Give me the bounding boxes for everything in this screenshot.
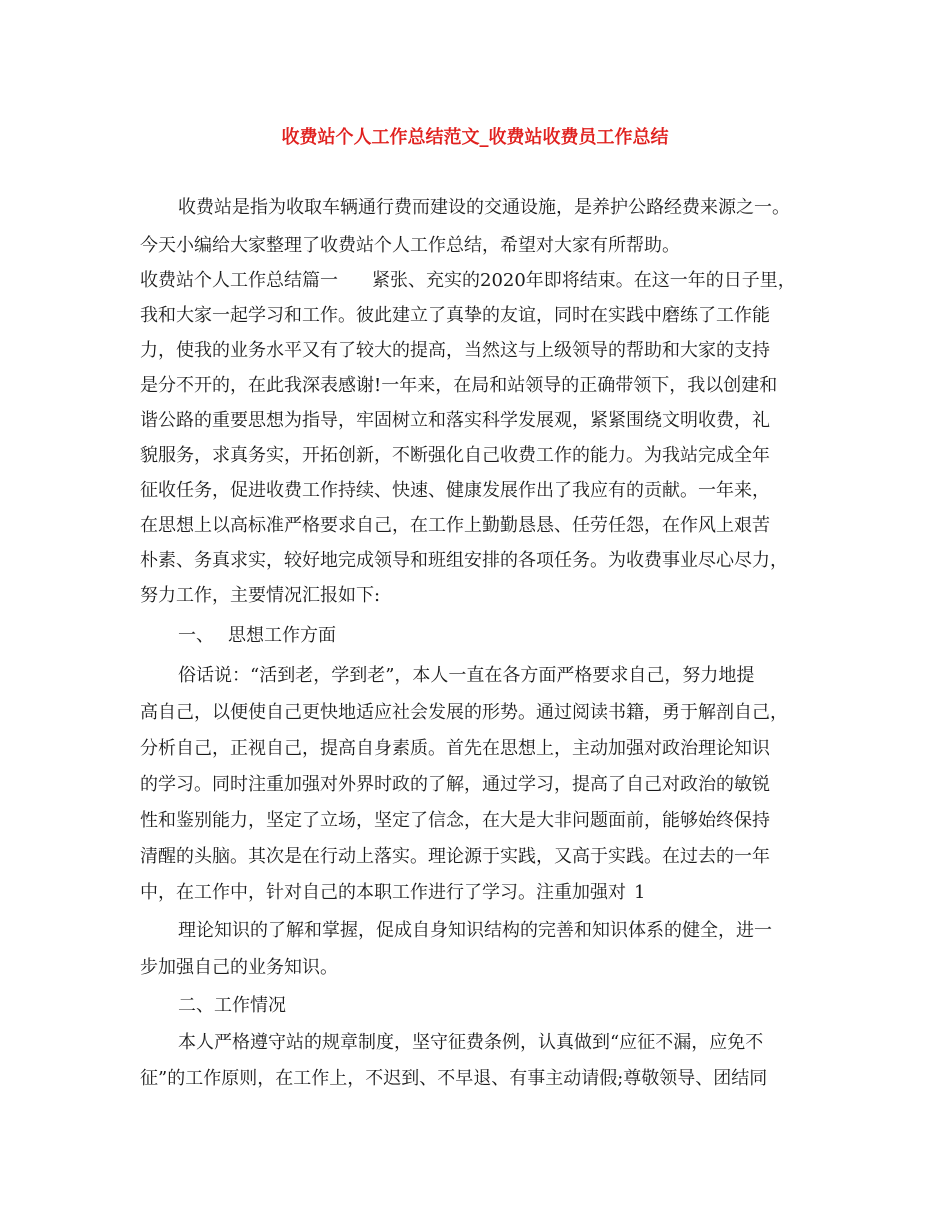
paragraph-text: 紧张、充实的2020年即将结束。在这一年的日子里， bbox=[372, 270, 796, 291]
paragraph-text: 中，在工作中，针对自己的本职工作进行了学习。注重加强对 bbox=[140, 882, 626, 903]
paragraph-line: 我和大家一起学习和工作。彼此建立了真挚的友谊，同时在实践中磨练了工作能 bbox=[140, 305, 770, 326]
paragraph-line: 谐公路的重要思想为指导，牢固树立和落实科学发展观，紧紧围绕文明收费，礼 bbox=[140, 410, 770, 431]
paragraph-line: 今天小编给大家整理了收费站个人工作总结，希望对大家有所帮助。 bbox=[140, 235, 680, 256]
paragraph-line: 征收任务，促进收费工作持续、快速、健康发展作出了我应有的贡献。一年来， bbox=[140, 480, 770, 501]
section-number: 一、 bbox=[178, 625, 214, 646]
paragraph-line: 收费站是指为收取车辆通行费而建设的交通设施，是养护公路经费来源之一。 bbox=[178, 197, 790, 218]
paragraph-line: 理论知识的了解和掌握，促成自身知识结构的完善和知识体系的健全，进一 bbox=[178, 920, 772, 941]
paragraph-line: 努力工作，主要情况汇报如下: bbox=[140, 585, 381, 606]
paragraph-line: 步加强自己的业务知识。 bbox=[140, 957, 338, 978]
paragraph-line: 是分不开的，在此我深表感谢!一年来，在局和站领导的正确带领下，我以创建和 bbox=[140, 375, 778, 396]
section-heading-first: 收费站个人工作总结篇一 bbox=[140, 270, 338, 291]
paragraph-line: 清醒的头脑。其次是在行动上落实。理论源于实践，又高于实践。在过去的一年 bbox=[140, 846, 770, 867]
paragraph-line: 貌服务，求真务实，开拓创新，不断强化自己收费工作的能力。为我站完成全年 bbox=[140, 445, 770, 466]
paragraph-line: 高自己，以便使自己更快地适应社会发展的形势。通过阅读书籍，勇于解剖自己， bbox=[140, 702, 788, 723]
paragraph-line: 的学习。同时注重加强对外界时政的了解，通过学习，提高了自己对政治的敏锐 bbox=[140, 774, 770, 795]
document-title: 收费站个人工作总结范文_收费站收费员工作总结 bbox=[281, 127, 669, 148]
section-title: 思想工作方面 bbox=[228, 625, 336, 646]
paragraph-line bbox=[140, 268, 796, 294]
section-heading bbox=[178, 623, 336, 649]
paragraph-line: 本人严格遵守站的规章制度，坚守征费条例，认真做到“应征不漏，应免不 bbox=[178, 1032, 764, 1053]
paragraph-line: 征”的工作原则，在工作上，不迟到、不早退、有事主动请假;尊敬领导、团结同 bbox=[140, 1068, 768, 1089]
paragraph-line: 分析自己，正视自己，提高自身素质。首先在思想上，主动加强对政治理论知识 bbox=[140, 738, 770, 759]
paragraph-line: 力，使我的业务水平又有了较大的提高，当然这与上级领导的帮助和大家的支持 bbox=[140, 340, 770, 361]
page-number: 1 bbox=[634, 882, 646, 903]
section-heading: 二、工作情况 bbox=[178, 995, 286, 1016]
paragraph-line bbox=[140, 880, 645, 906]
paragraph-line: 性和鉴别能力，坚定了立场，坚定了信念，在大是大非问题面前，能够始终保持 bbox=[140, 810, 770, 831]
paragraph-line: 俗话说：“活到老，学到老”，本人一直在各方面严格要求自己，努力地提 bbox=[178, 665, 755, 686]
paragraph-line: 朴素、务真求实，较好地完成领导和班组安排的各项任务。为收费事业尽心尽力， bbox=[140, 550, 788, 571]
paragraph-line: 在思想上以高标准严格要求自己，在工作上勤勤恳恳、任劳任怨，在作风上艰苦 bbox=[140, 515, 770, 536]
